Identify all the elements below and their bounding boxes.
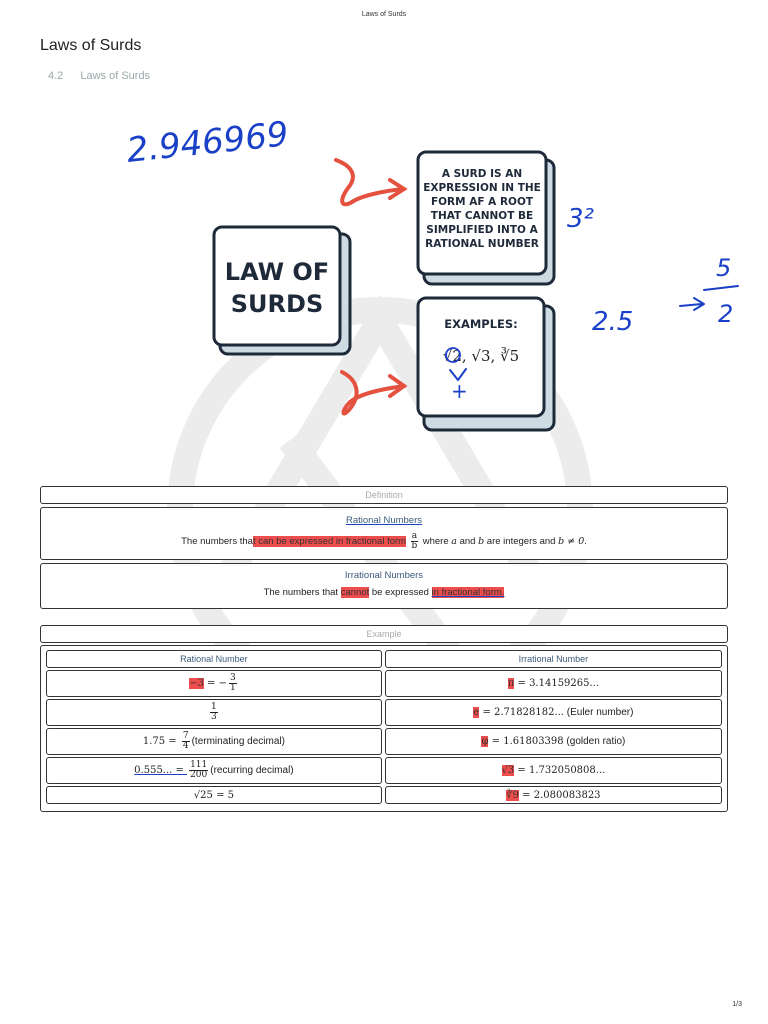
surd-card-line: THAT CANNOT BE (430, 210, 534, 222)
surd-definition-card (418, 152, 554, 284)
red-arrow-icon (342, 372, 404, 414)
subsection-heading (48, 70, 164, 82)
page-title: Laws of Surds (40, 37, 142, 54)
rational-definition-text: The numbers that can be expressed in fractional form $\frac{a}{b}$ where a and b are integers and b ≠ 0. (181, 531, 587, 551)
examples-card (418, 298, 554, 430)
handwritten-three-squared: 3² (567, 204, 594, 234)
handwritten-five: 5 (716, 254, 732, 282)
fraction: $\frac{a}{b}$ (411, 531, 418, 551)
examples-title: EXAMPLES: (444, 317, 518, 331)
table-row: 1.75 = $\frac{7}{4}$ (terminating decimal) φ = 1.61803398 (golden ratio) (46, 728, 722, 755)
subsection-label: Laws of Surds (80, 70, 151, 82)
definition-header: Definition (40, 486, 728, 504)
law-card-line-1: LAW OF (224, 258, 330, 286)
irrational-numbers-definition (40, 563, 728, 609)
handwritten-number: 2.946969 (124, 114, 291, 171)
highlighted-text: in fractional form. (431, 587, 505, 598)
table-row: √25 = 5 ∛9 = 2.080083823 (46, 786, 722, 804)
column-header: Irrational Number (385, 650, 722, 668)
surd-card-line: EXPRESSION IN THE (423, 182, 541, 194)
page-number: 1/3 (732, 1001, 742, 1008)
irrational-definition-text: The numbers that cannot be expressed in fractional form. (263, 587, 505, 598)
table-row: 0.555... = $\frac{111}{200}$ (recurring decimal) √3 = 1.732050808... (46, 757, 722, 784)
handwritten-two-point-five: 2.5 (592, 307, 634, 337)
surd-card-line: A SURD IS AN (441, 168, 523, 180)
examples-math: √2, √3, ∛5 (442, 347, 520, 365)
handwritten-plus: + (451, 379, 468, 403)
table-row: −3 = − $\frac{3}{1}$ π = 3.14159265... (46, 670, 722, 697)
highlighted-text: cannot (340, 587, 370, 598)
rational-numbers-title: Rational Numbers (345, 515, 423, 526)
column-header: Rational Number (46, 650, 382, 668)
surds-illustration (40, 110, 734, 474)
running-header: Laws of Surds (361, 11, 407, 18)
handwritten-two: 2 (718, 300, 734, 328)
surd-card-line: SIMPLIFIED INTO A (426, 224, 538, 236)
rational-numbers-definition (40, 507, 728, 560)
example-table (43, 648, 725, 806)
table-row: $\frac{1}{3}$ e = 2.71828182... (Euler number) (46, 699, 722, 726)
subsection-number: 4.2 (48, 70, 64, 82)
law-card-line-2: SURDS (230, 290, 324, 318)
surd-card-line: RATIONAL NUMBER (425, 238, 539, 250)
irrational-numbers-title: Irrational Numbers (344, 570, 424, 581)
surd-card-line: FORM AF A ROOT (430, 196, 534, 208)
highlighted-text: t can be expressed in fractional form (252, 536, 407, 548)
law-of-surds-card (214, 227, 350, 354)
example-header: Example (40, 625, 728, 643)
red-arrow-icon (336, 160, 404, 204)
